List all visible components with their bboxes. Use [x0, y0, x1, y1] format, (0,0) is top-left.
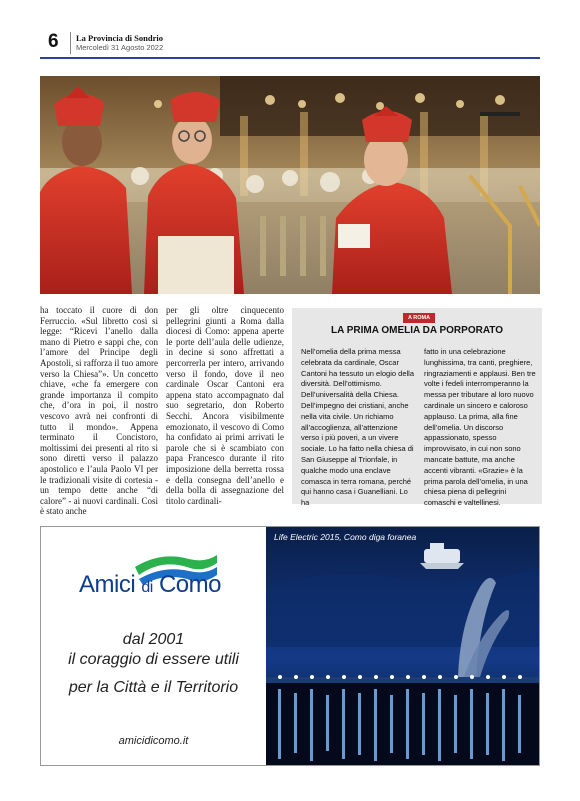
ad-photo-caption: Life Electric 2015, Como diga foranea — [274, 532, 417, 542]
ad-brand-di: di — [141, 579, 153, 596]
page-header — [40, 28, 540, 58]
article-text: ha toccato il cuore di don Ferruccio. «Sul libretto così si legge: “Ricevi l’anello dalla mano di Pietro e sappi che, con l’amore del Principe degli Apostoli, si rafforza il tuo amore verso la Chiesa”». Un concetto chiave, «che fa emergere con grande importanza il compito che, d’ora in poi, il nostro vescovo avrà nei confronti di tutto il mondo». Appena terminato il Concistoro, moltissimi dei presenti al rito si sono diretti verso il palazzo apostolico e l’aula Paolo VI per le tradizionali visite di cortesia - un tempo dette anche “di calore” - ai nuovi cardinali. Così è stato anche — [40, 305, 158, 517]
ad-slogan-line-2: il coraggio di essere utili — [68, 651, 239, 668]
life-electric-night-photo-icon — [266, 527, 540, 766]
box-kicker: A ROMA — [403, 313, 435, 323]
article-column-1 — [40, 305, 158, 517]
box-text-column-2: fatto in una celebrazione lunghissima, tra canti, preghiere, ringraziamenti e applausi. Ben tre volte i fedeli interromperanno la messa per tributare al loro nuovo cardinale un sincero e caloroso applauso. La prima, alla fine dell’omelia. Un discorso appassionato, spesso improvvisato, in cui non sono mancate battute, ma anche accenti vibranti. «Grazie» è la prima parola dell’omelia, in una chiesa piena di pellegrini comaschi e valtellinesi. — [424, 347, 536, 508]
ad-brand — [79, 571, 221, 599]
ad-brand-main: Amici — [79, 571, 136, 598]
advertisement — [40, 526, 540, 766]
sidebar-box — [292, 308, 542, 508]
ad-brand-end: Como — [158, 571, 221, 598]
issue-date: Mercoledì 31 Agosto 2022 — [76, 43, 164, 52]
article-column-2 — [166, 305, 284, 506]
ad-website: amicidicomo.it — [118, 735, 189, 747]
ad-slogan-line-3: per la Città e il Territorio — [68, 679, 239, 696]
masthead: La Provincia di Sondrio — [76, 33, 163, 43]
header-rule — [40, 57, 540, 59]
article-text: per gli oltre cinquecento pellegrini giunti a Roma dalla diocesi di Como: appena aperte le porte dell’aula delle udienze, in decine si sono affrettati a percorrerla per intero, arrivando verso il fondo, dove il neo cardinale Oscar Cantoni era appena stato accompagnato dal suo segretario, don Roberto Secchi. Ancora visibilmente emozionato, il vescovo di Como ha confidato ai primi arrivati le parole che si è scambiato con papa Francesco durante il rito imposizione della berretta rossa e della consegna dell’anello e della bolla di assegnazione del titolo cardinali- — [166, 305, 284, 506]
life-electric-night-photo — [266, 527, 540, 766]
cardinals-ceremony-photo-icon — [40, 76, 540, 294]
page-number: 6 — [48, 31, 59, 52]
ad-slogan-line-1: dal 2001 — [122, 631, 185, 648]
header-divider — [70, 32, 71, 54]
cardinals-ceremony-photo — [40, 76, 540, 294]
box-title: LA PRIMA OMELIA DA PORPORATO — [330, 325, 504, 336]
box-text-column-1: Nell’omelia della prima messa celebrata da cardinale, Oscar Cantoni ha tessuto un elogio della diversità. Dell’ottimismo. Dell’universalità della Chiesa. Dell’impegno dei cristiani, anche nella vita civile. Un richiamo all’accoglienza, all’attenzione verso i più poveri, a un vivere sociale. Lo ha fatto nella chiesa di San Giuseppe al Trionfale, in qualche modo una enclave comasca in terra romana, perché qui hanno casa i Guanelliani. Lo ha — [301, 347, 414, 508]
